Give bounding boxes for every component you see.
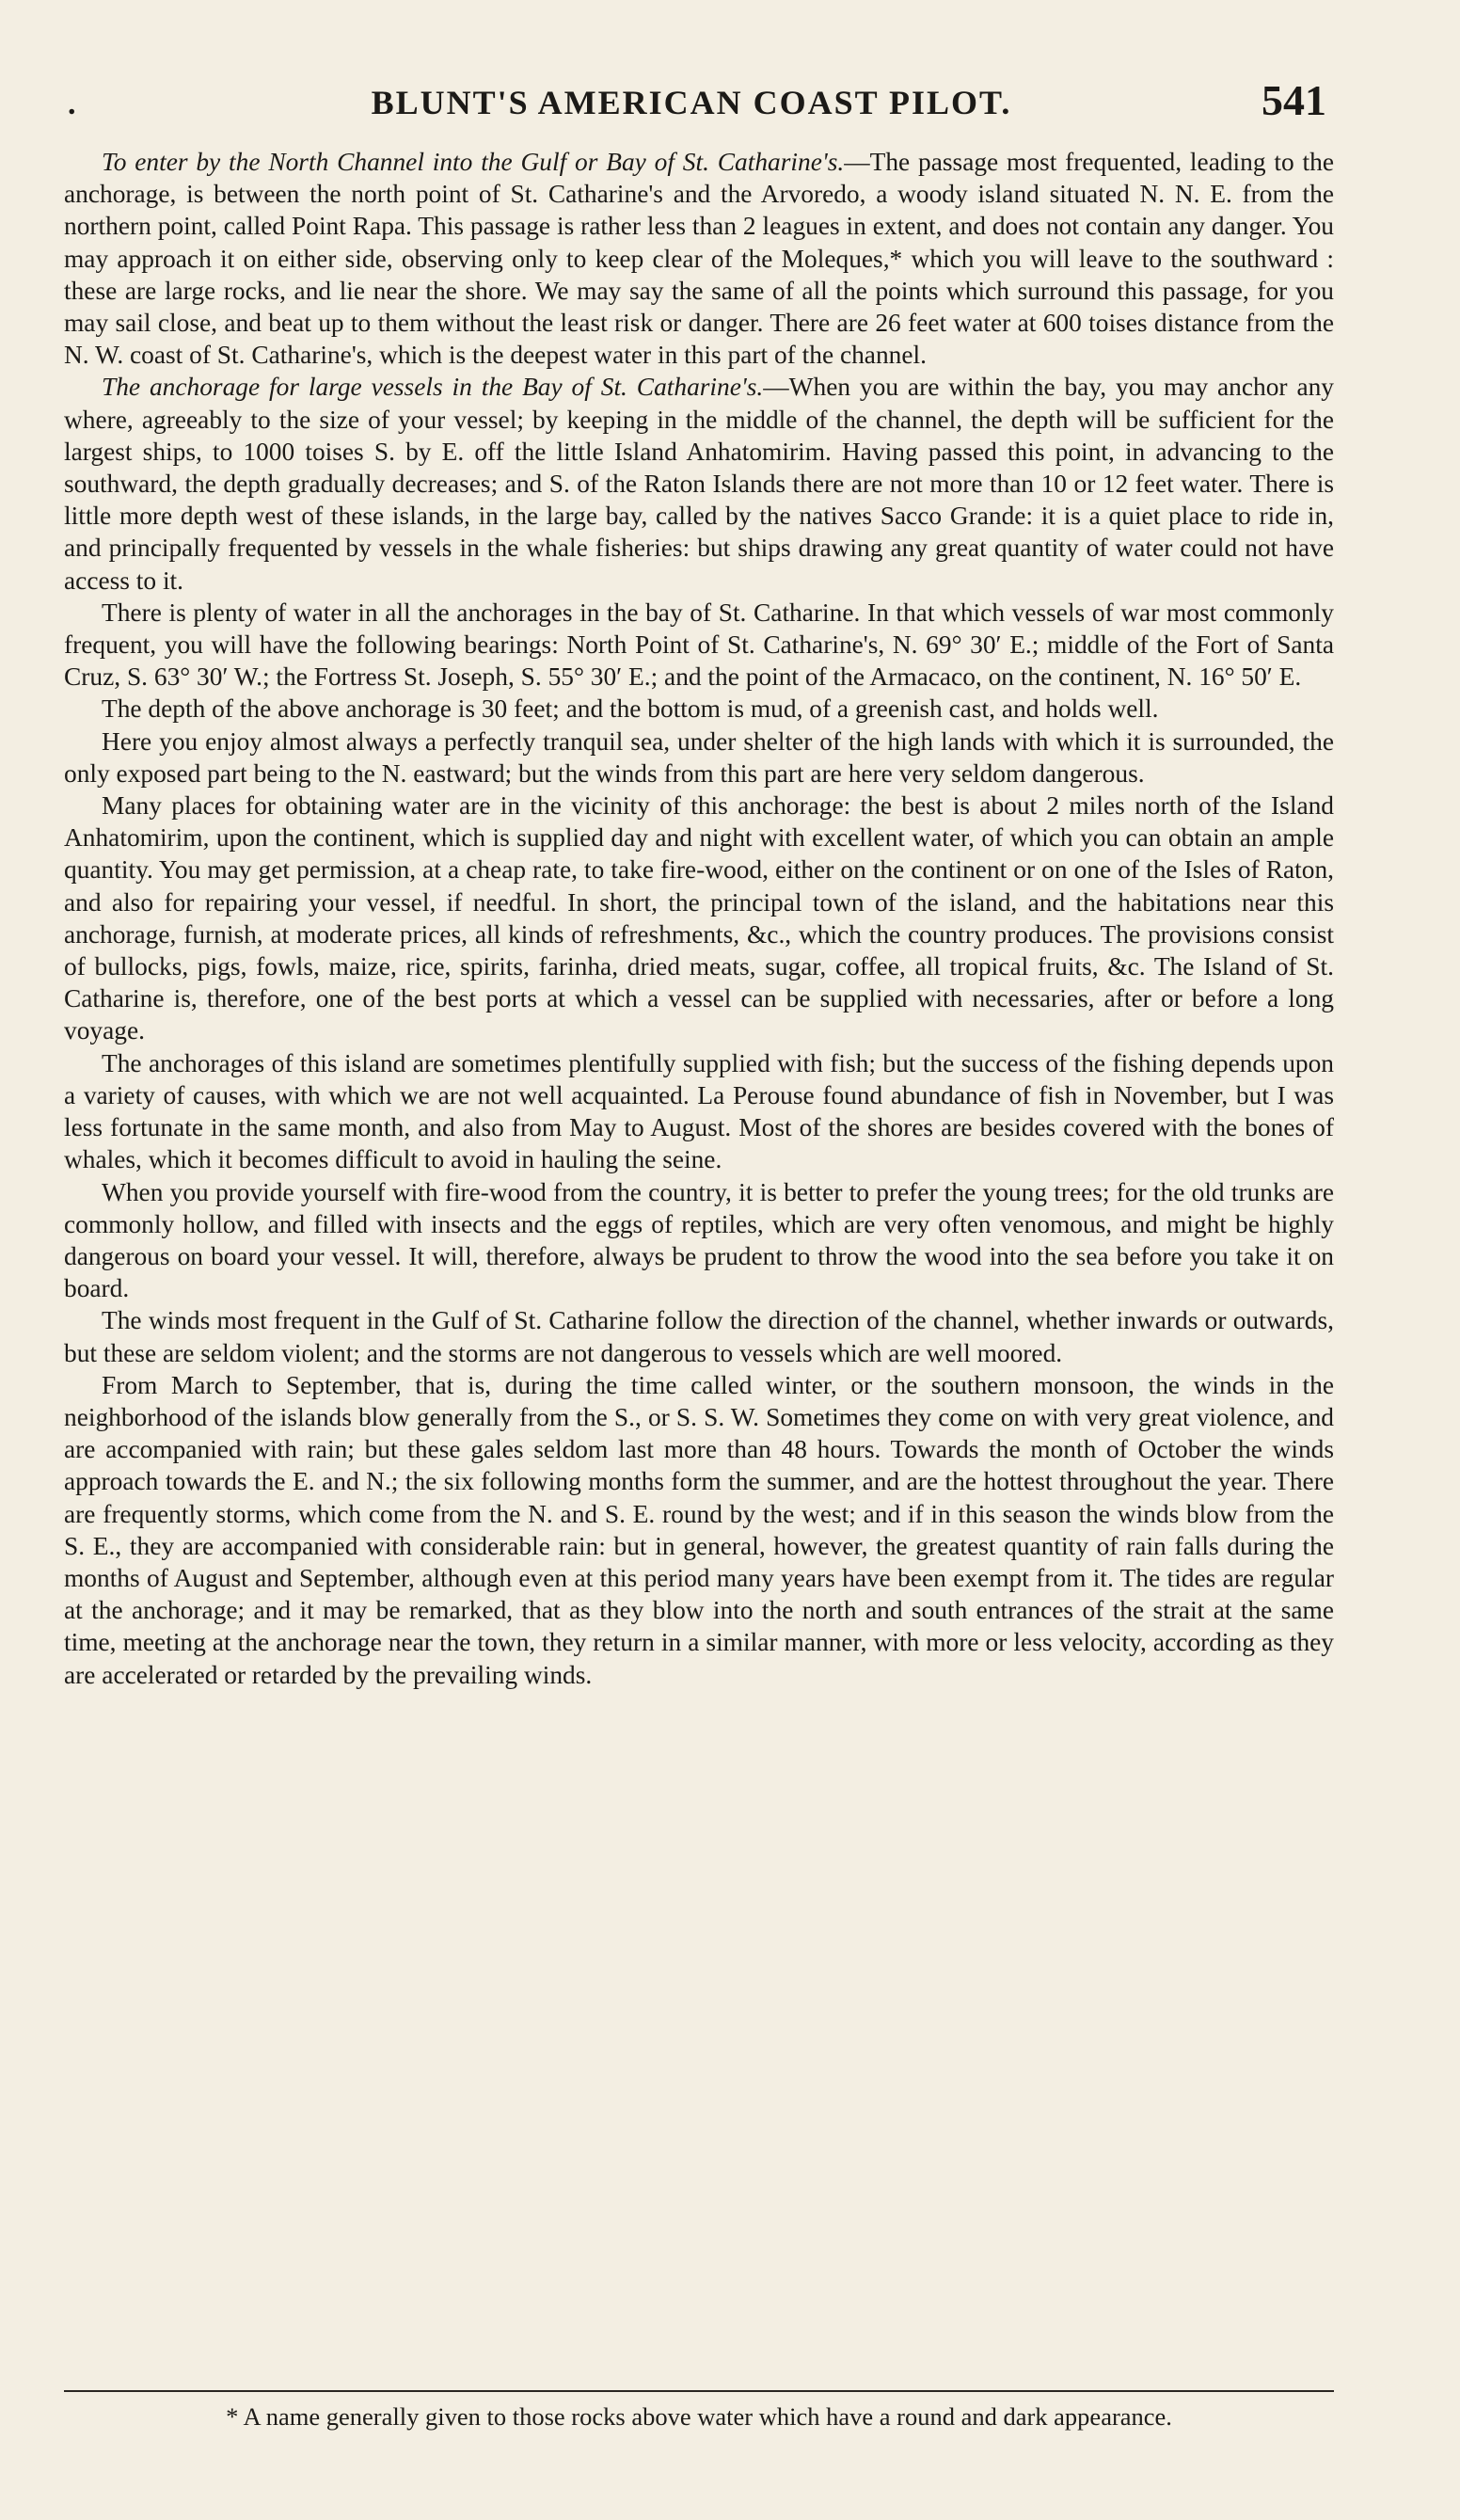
- paragraph-depth: [64, 693, 1334, 725]
- paragraph-text: From March to September, that is, during the time called winter, or the southern monsoon, the winds in the neighborhood of the islands blow generally from the S., or S. S. W. Sometimes they come on with very great violence, and are accompanied with rain; but these gales seldom last more than 48 hours. Towards the month of October the winds approach towards the E. and N.; the six following months form the summer, and are the hottest throughout the year. There are frequently storms, which come from the N. and S. E. round by the west; and if in this season the winds blow from the S. E., they are accompanied with considerable rain: but in general, however, the greatest quantity of rain falls during the months of August and September, although even at this period many years have been exempt from it. The tides are regular at the anchorage; and it may be remarked, that as they blow into the north and south entrances of the strait at the same time, meeting at the anchorage near the town, they return in a similar manner, with more or less velocity, according as they are accelerated or retarded by the prevailing winds.: [64, 1370, 1334, 1689]
- paragraph-text: The winds most frequent in the Gulf of St. Catharine follow the direction of the channel, whether inwards or outwards, but these are seldom violent; and the storms are not dangerous to vessels which are well moored.: [64, 1306, 1334, 1367]
- paragraph-monsoon: [64, 1369, 1334, 1691]
- page-number: 541: [1262, 76, 1326, 124]
- footnote-divider: [64, 2390, 1334, 2392]
- paragraph-anchorage-large-vessels: [64, 371, 1334, 596]
- paragraph-water-supplies: [64, 789, 1334, 1047]
- paragraph-fishing: [64, 1047, 1334, 1176]
- paragraph-winds: [64, 1304, 1334, 1368]
- paragraph-north-channel: [64, 146, 1334, 371]
- paragraph-fire-wood: [64, 1176, 1334, 1305]
- paragraph-text: There is plenty of water in all the anchorages in the bay of St. Catharine. In that which vessels of war most commonly frequent, you will have the following bearings: North Point of St. Catharine's, N. 69° 30′ E.; middle of the Fort of Santa Cruz, S. 63° 30′ W.; the Fortress St. Joseph, S. 55° 30′ E.; and the point of the Armacaco, on the continent, N. 16° 50′ E.: [64, 598, 1334, 692]
- paragraph-text: The depth of the above anchorage is 30 feet; and the bottom is mud, of a greenish cast, and holds well.: [102, 694, 1159, 724]
- header-mark: .: [68, 87, 76, 121]
- paragraph-heading: To enter by the North Channel into the Gulf or Bay of St. Catharine's.: [102, 148, 845, 176]
- paragraph-bearings: [64, 597, 1334, 694]
- paragraph-text: —When you are within the bay, you may anchor any where, agreeably to the size of your vessel; by keeping in the middle of the channel, the depth will be sufficient for the largest ships, to 1000 toises S. by E. off the little Island Anhatomirim. Having passed this point, in advancing to the southward, the depth gradually decreases; and S. of the Raton Islands there are not more than 10 or 12 feet water. There is little more depth west of these islands, in the large bay, called by the natives Sacco Grande: it is a quiet place to ride in, and principally frequented by vessels in the whale fisheries: but ships drawing any great quantity of water could not have access to it.: [64, 373, 1334, 595]
- paragraph-text: When you provide yourself with fire-wood from the country, it is better to prefer the young trees; for the old trunks are commonly hollow, and filled with insects and the eggs of reptiles, which are very often venomous, and might be highly dangerous on board your vessel. It will, therefore, always be prudent to throw the wood into the sea before you take it on board.: [64, 1177, 1334, 1303]
- paragraph-text: —The passage most frequented, leading to the anchorage, is between the north point of St. Catharine's and the Arvoredo, a woody island situated N. N. E. from the northern point, called Point Rapa. This passage is rather less than 2 leagues in extent, and does not contain any danger. You may approach it on either side, observing only to keep clear of the Moleques,* which you will leave to the southward : these are large rocks, and lie near the shore. We may say the same of all the points which surround this passage, for you may sail close, and beat up to them without the least risk or danger. There are 26 feet water at 600 toises distance from the N. W. coast of St. Catharine's, which is the deepest water in this part of the channel.: [64, 148, 1334, 370]
- paragraph-text: Many places for obtaining water are in the vicinity of this anchorage: the best is about 2 miles north of the Island Anhatomirim, upon the continent, which is supplied day and night with excellent water, of which you can obtain an ample quantity. You may get permission, at a cheap rate, to take fire-wood, either on the continent or on one of the Isles of Raton, and also for repairing your vessel, if needful. In short, the principal town of the island, and the habitations near this anchorage, furnish, at moderate prices, all kinds of refreshments, &c., which the country produces. The provisions consist of bullocks, pigs, fowls, maize, rice, spirits, farinha, dried meats, sugar, coffee, all tropical fruits, &c. The Island of St. Catharine is, therefore, one of the best ports at which a vessel can be supplied with necessaries, after or before a long voyage.: [64, 791, 1334, 1045]
- running-header: [56, 73, 1326, 130]
- running-title: BLUNT'S AMERICAN COAST PILOT.: [371, 84, 1012, 121]
- paragraph-text: The anchorages of this island are sometimes plentifully supplied with fish; but the success of the fishing depends upon a variety of causes, with which we are not well acquainted. La Perouse found abundance of fish in November, but I was less fortunate in the same month, and also from May to August. Most of the shores are besides covered with the bones of whales, which it becomes difficult to avoid in hauling the seine.: [64, 1048, 1334, 1174]
- body-text: [64, 146, 1334, 1691]
- paragraph-heading: The anchorage for large vessels in the Bay of St. Catharine's.: [102, 373, 764, 402]
- paragraph-text: Here you enjoy almost always a perfectly tranquil sea, under shelter of the high lands with which it is surrounded, the only exposed part being to the N. eastward; but the winds from this part are here very seldom dangerous.: [64, 726, 1334, 788]
- paragraph-tranquil-sea: [64, 726, 1334, 789]
- footnote: * A name generally given to those rocks above water which have a round and dark appearance.: [226, 2402, 1172, 2431]
